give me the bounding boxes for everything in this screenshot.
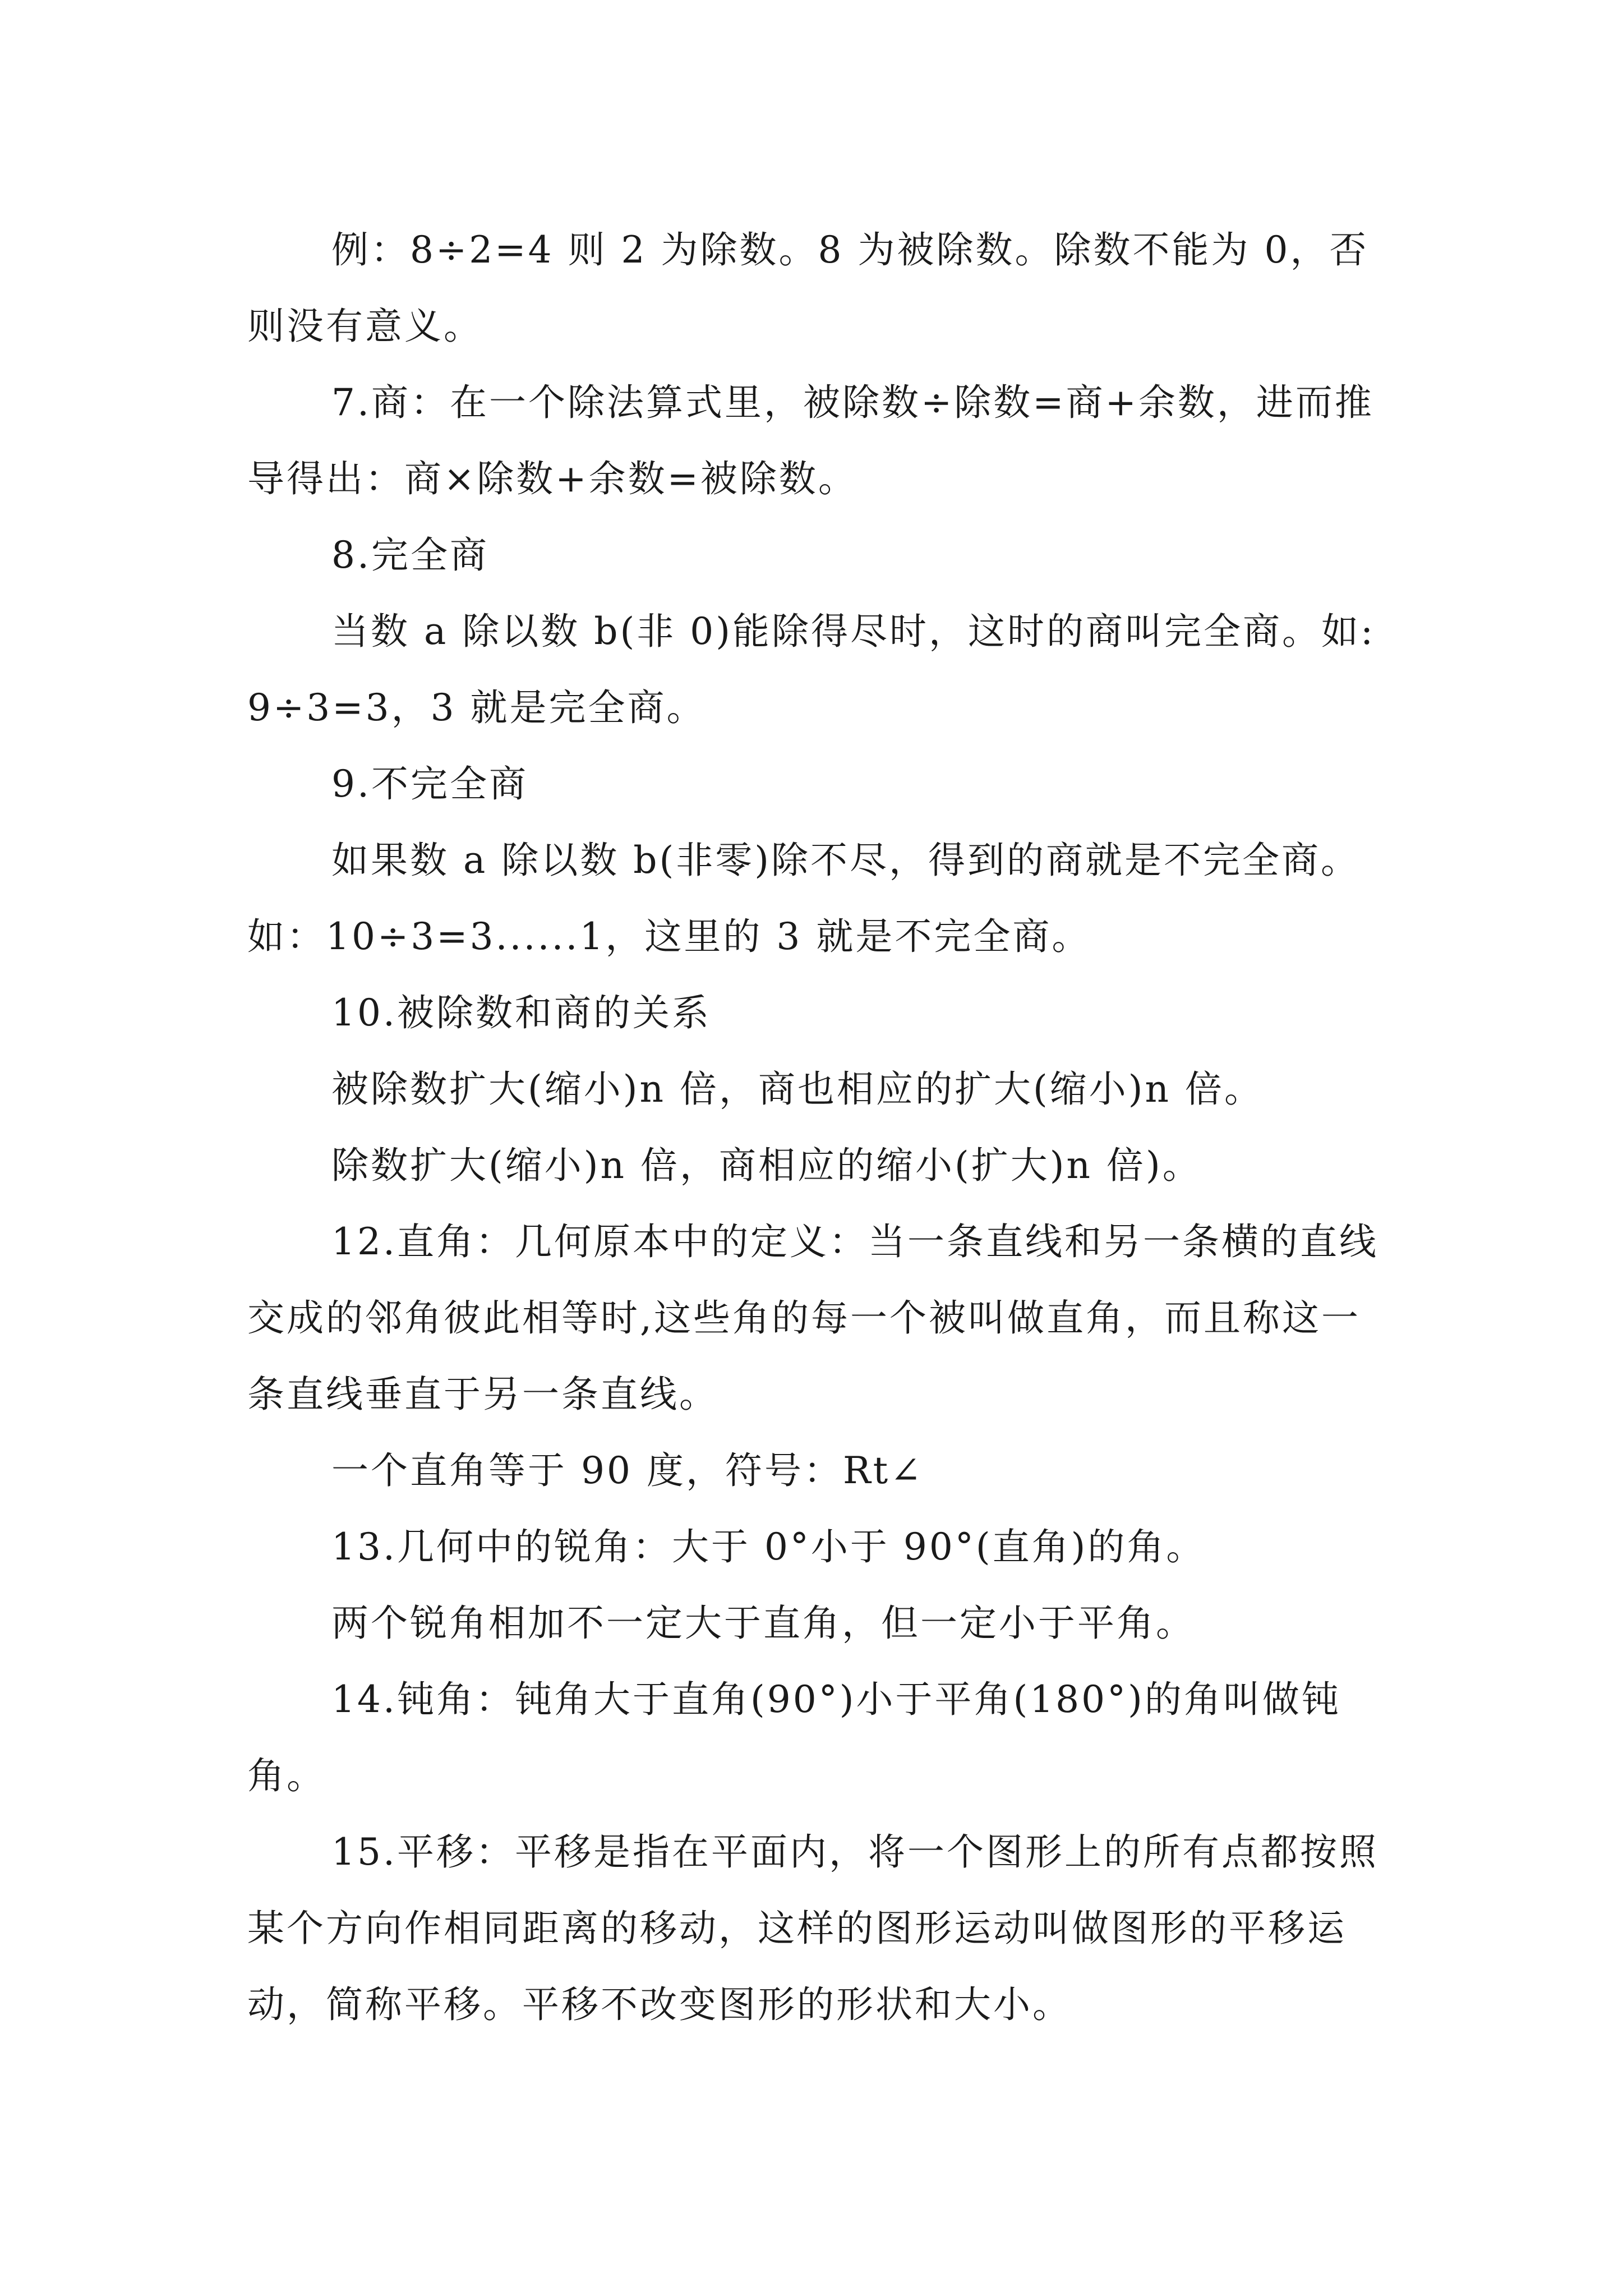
paragraph-divisor-scale: 除数扩大(缩小)n 倍，商相应的缩小(扩大)n 倍)。 [331,1144,1202,1187]
paragraph-dividend-scale: 被除数扩大(缩小)n 倍，商也相应的扩大(缩小)n 倍。 [331,1068,1264,1111]
heading-dividend-quotient-relation: 10.被除数和商的关系 [331,991,711,1034]
paragraph-division-example: 例：8÷2=4 则 2 为除数。8 为被除数。除数不能为 0，否则没有意义。 [247,228,1369,348]
paragraph-complete-quotient: 当数 a 除以数 b(非 0)能除得尽时，这时的商叫完全商。如:9÷3=3，3 就是完全商。 [247,610,1376,729]
paragraph-right-angle: 12.直角：几何原本中的定义：当一条直线和另一条横的直线交成的邻角彼此相等时,这些角的每一个被叫做直角，而且称这一条直线垂直于另一条直线。 [247,1220,1378,1416]
heading-complete-quotient: 8.完全商 [331,533,489,577]
paragraph-obtuse-angle: 14.钝角：钝角大于直角(90°)小于平角(180°)的角叫做钝角。 [247,1678,1341,1797]
paragraph-acute-sum: 两个锐角相加不一定大于直角，但一定小于平角。 [331,1602,1195,1645]
paragraph-acute-angle: 13.几何中的锐角：大于 0°小于 90°(直角)的角。 [331,1525,1206,1568]
paragraph-quotient-definition: 7.商：在一个除法算式里，被除数÷除数=商+余数，进而推导得出：商×除数+余数=被除数。 [247,381,1374,500]
paragraph-incomplete-quotient: 如果数 a 除以数 b(非零)除不尽，得到的商就是不完全商。如：10÷3=3......1，这里的 3 就是不完全商。 [247,839,1361,958]
paragraph-right-angle-symbol: 一个直角等于 90 度，符号：Rt∠ [331,1449,924,1492]
paragraph-translation: 15.平移：平移是指在平面内，将一个图形上的所有点都按照某个方向作相同距离的移动，这样的图形运动叫做图形的平移运动，简称平移。平移不改变图形的形状和大小。 [247,1830,1378,2026]
heading-incomplete-quotient: 9.不完全商 [331,762,528,806]
document-body [247,212,1386,2043]
